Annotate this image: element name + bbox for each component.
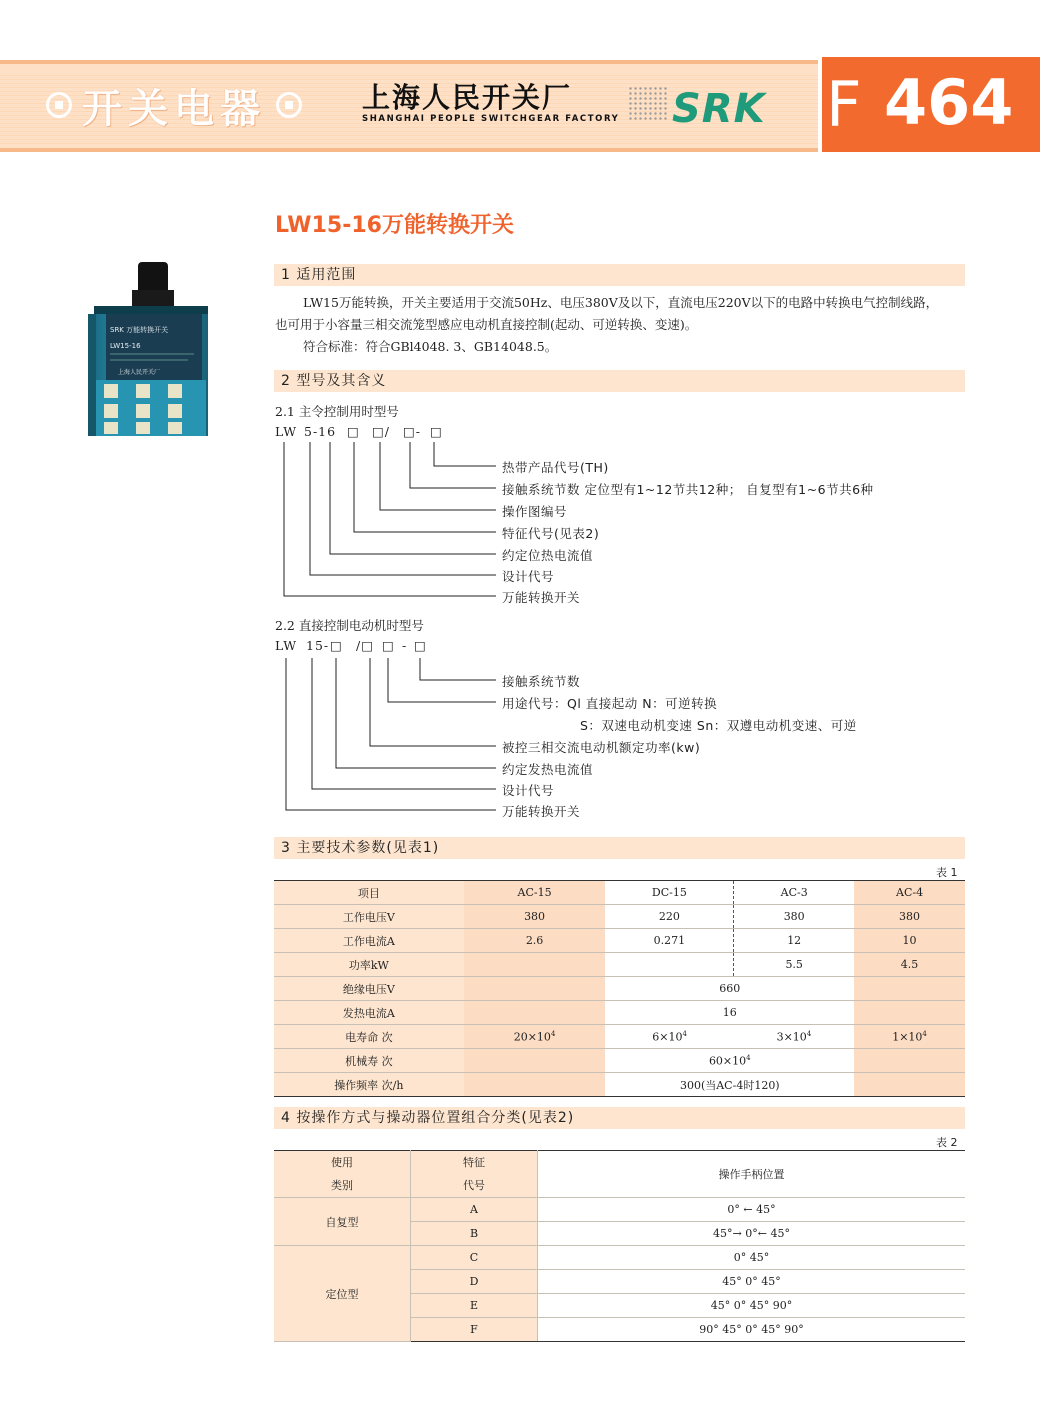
- table1-header-dc15: DC-15: [605, 881, 733, 905]
- table-cell: 45° 0° 45°: [538, 1270, 966, 1294]
- model-code-2-lw: LW: [275, 638, 298, 653]
- table-row: [274, 1151, 965, 1198]
- table-cell: [464, 1001, 606, 1025]
- section-heading-3: 3 主要技术参数(见表1): [274, 837, 965, 859]
- page-title: LW15-16万能转换开关: [275, 213, 514, 238]
- table-cell: B: [411, 1222, 538, 1246]
- header-text: 特征: [463, 1156, 485, 1169]
- product-brand-label: SRK 万能转换开关: [110, 326, 169, 334]
- page-letter: F: [826, 68, 862, 141]
- product-model-label: LW15-16: [110, 342, 141, 350]
- cell-exponent: 4: [550, 1029, 556, 1038]
- table-row: [274, 881, 965, 905]
- table-cell: 220: [605, 905, 733, 929]
- product-maker-label: 上海人民开关厂: [118, 369, 161, 376]
- cell-value: 3×10: [776, 1030, 807, 1044]
- model-code-1-design: 5-16: [304, 424, 337, 439]
- table-cell: 绝缘电压V: [274, 977, 464, 1001]
- table-cell: C: [411, 1246, 538, 1270]
- table-cell: 380: [854, 905, 965, 929]
- table-cell: D: [411, 1270, 538, 1294]
- table1-header-ac3: AC-3: [734, 881, 854, 905]
- model-code-2-box: □: [330, 638, 343, 653]
- table2-header-code: [411, 1151, 538, 1198]
- table-row: [274, 905, 965, 929]
- section-heading-1: 1 适用范围: [274, 264, 965, 286]
- table-cell: 4.5: [854, 953, 965, 977]
- table-row: [274, 1025, 965, 1049]
- page-number: 464: [884, 66, 1014, 139]
- table-cell: 660: [605, 977, 854, 1001]
- code1-label-th: 热带产品代号(TH): [502, 460, 609, 475]
- section-heading-4: 4 按操作方式与操动器位置组合分类(见表2): [274, 1107, 965, 1129]
- table-cell: 0° ← 45°: [538, 1198, 966, 1222]
- table-cell: 12: [734, 929, 854, 953]
- table-cell: A: [411, 1198, 538, 1222]
- table2: [274, 1150, 965, 1342]
- table-cell: 机械寿 次: [274, 1049, 464, 1073]
- table2-group-positioning: 定位型: [274, 1246, 411, 1342]
- code2-label-usage-2: S：双速电动机变速 Sn：双遵电动机变速、可逆: [580, 718, 857, 733]
- table-row: [274, 953, 965, 977]
- code2-label-usage: 用途代号：Ql 直接起动 N：可逆转换: [502, 696, 718, 711]
- table-cell: [854, 1073, 965, 1097]
- table-cell: 300(当AC-4时120): [605, 1073, 854, 1097]
- table-cell: 电寿命 次: [274, 1025, 464, 1049]
- table1: [274, 880, 965, 1097]
- section-heading-2: 2 型号及其含义: [274, 370, 965, 392]
- table2-header-position: 操作手柄位置: [538, 1151, 966, 1198]
- header-text: 类别: [331, 1179, 353, 1192]
- code2-label-power: 被控三相交流电动机额定功率(kw): [502, 740, 701, 755]
- cell-value: 60×10: [708, 1054, 747, 1068]
- table-cell: [464, 953, 606, 977]
- table-cell: [854, 1049, 965, 1073]
- table-row: [274, 929, 965, 953]
- model-code-2-design: 15-: [306, 638, 330, 653]
- table-cell: F: [411, 1318, 538, 1342]
- table-cell: [464, 1073, 606, 1097]
- table-cell: 45°→ 0°← 45°: [538, 1222, 966, 1246]
- table-row: [274, 1198, 965, 1222]
- table2-label: 表 2: [936, 1136, 958, 1149]
- code1-label-design: 设计代号: [502, 569, 555, 584]
- table-cell: 0° 45°: [538, 1246, 966, 1270]
- code1-label-sections: 接触系统节数 定位型有1~12节共12种； 自复型有1~6节共6种: [502, 482, 874, 497]
- table-cell: [734, 1025, 854, 1049]
- header-text: 代号: [463, 1179, 485, 1192]
- model-code-2-box: □: [414, 638, 427, 653]
- cell-value: 6×10: [652, 1030, 683, 1044]
- model-code-2-box: /□: [356, 638, 375, 653]
- table1-label: 表 1: [936, 866, 958, 879]
- cell-exponent: 4: [922, 1029, 927, 1038]
- table-cell: 380: [464, 905, 606, 929]
- cell-value: 20×10: [513, 1030, 551, 1044]
- model-code-1-box: □/: [372, 424, 391, 439]
- table-cell: 2.6: [464, 929, 606, 953]
- table-row: [274, 1049, 965, 1073]
- dot-pattern-icon: [628, 86, 668, 122]
- cell-exponent: 4: [806, 1029, 812, 1038]
- brand-logo: SRK: [672, 86, 766, 132]
- subheading-2-1: 2.1 主令控制用时型号: [275, 404, 399, 419]
- table-row: [274, 1001, 965, 1025]
- code1-label-switch: 万能转换开关: [502, 590, 581, 605]
- header-text: 使用: [331, 1156, 353, 1169]
- category-title: 开关电器: [46, 80, 302, 130]
- cell-exponent: 4: [746, 1053, 751, 1062]
- table-cell: [854, 977, 965, 1001]
- code2-label-switch: 万能转换开关: [502, 804, 581, 819]
- table-cell: 0.271: [605, 929, 733, 953]
- table-cell: 380: [734, 905, 854, 929]
- table-cell: 16: [605, 1001, 854, 1025]
- table-row: [274, 1073, 965, 1097]
- table-cell: 操作频率 次/h: [274, 1073, 464, 1097]
- table-cell: 发热电流A: [274, 1001, 464, 1025]
- cell-exponent: 4: [682, 1029, 687, 1038]
- model-code-1-lw: LW: [275, 424, 298, 439]
- table-cell: 45° 0° 45° 90°: [538, 1294, 966, 1318]
- product-image: [88, 262, 210, 442]
- cell-value: 1×10: [892, 1030, 923, 1044]
- table-cell: [605, 1049, 854, 1073]
- model-code-2-dash: -: [402, 638, 408, 653]
- table1-header-ac4: AC-4: [854, 881, 965, 905]
- bullet-icon: [276, 92, 302, 118]
- code2-label-design: 设计代号: [502, 783, 555, 798]
- table-cell: 5.5: [734, 953, 854, 977]
- code1-label-current: 约定位热电流值: [502, 548, 594, 563]
- code2-label-sections: 接触系统节数: [502, 674, 581, 689]
- table1-header-item: 项目: [274, 881, 464, 905]
- table-cell: 10: [854, 929, 965, 953]
- paragraph-1: LW15万能转换，开关主要适用于交流50Hz、电压380V及以下，直流电压220V以下的电路中转换电气控制线路，: [303, 295, 939, 310]
- paragraph-3: 符合标准：符合GBl4048. 3、GB14048.5。: [303, 339, 558, 354]
- table-cell: [854, 1001, 965, 1025]
- table1-header-ac15: AC-15: [464, 881, 606, 905]
- subheading-2-2: 2.2 直接控制电动机时型号: [275, 618, 424, 633]
- table-cell: [605, 1025, 733, 1049]
- table-row: [274, 977, 965, 1001]
- paragraph-2: 也可用于小容量三相交流笼型感应电动机直接控制(起动、可逆转换、变速)。: [275, 317, 698, 332]
- table-cell: E: [411, 1294, 538, 1318]
- table2-header-use: [274, 1151, 411, 1198]
- code2-label-current: 约定发热电流值: [502, 762, 594, 777]
- table-cell: 工作电流A: [274, 929, 464, 953]
- model-code-2-box: □: [382, 638, 395, 653]
- table-row: [274, 1246, 965, 1270]
- table-cell: [464, 977, 606, 1001]
- code1-label-diagram: 操作图编号: [502, 504, 568, 519]
- factory-logo: 上海人民开关厂 SHANGHAI PEOPLE SWITCHGEAR FACTORY: [362, 81, 620, 124]
- bullet-icon: [46, 92, 72, 118]
- table-cell: [854, 1025, 965, 1049]
- table2-group-auto-return: 自复型: [274, 1198, 411, 1246]
- model-code-1-box: □: [430, 424, 443, 439]
- table-cell: 功率kW: [274, 953, 464, 977]
- model-code-1-box: □-: [403, 424, 422, 439]
- table-cell: [464, 1049, 606, 1073]
- table-cell: 工作电压V: [274, 905, 464, 929]
- code1-label-feature: 特征代号(见表2): [502, 526, 600, 541]
- table-cell: [605, 953, 733, 977]
- model-code-1-box: □: [347, 424, 360, 439]
- table-cell: 90° 45° 0° 45° 90°: [538, 1318, 966, 1342]
- table-cell: [464, 1025, 606, 1049]
